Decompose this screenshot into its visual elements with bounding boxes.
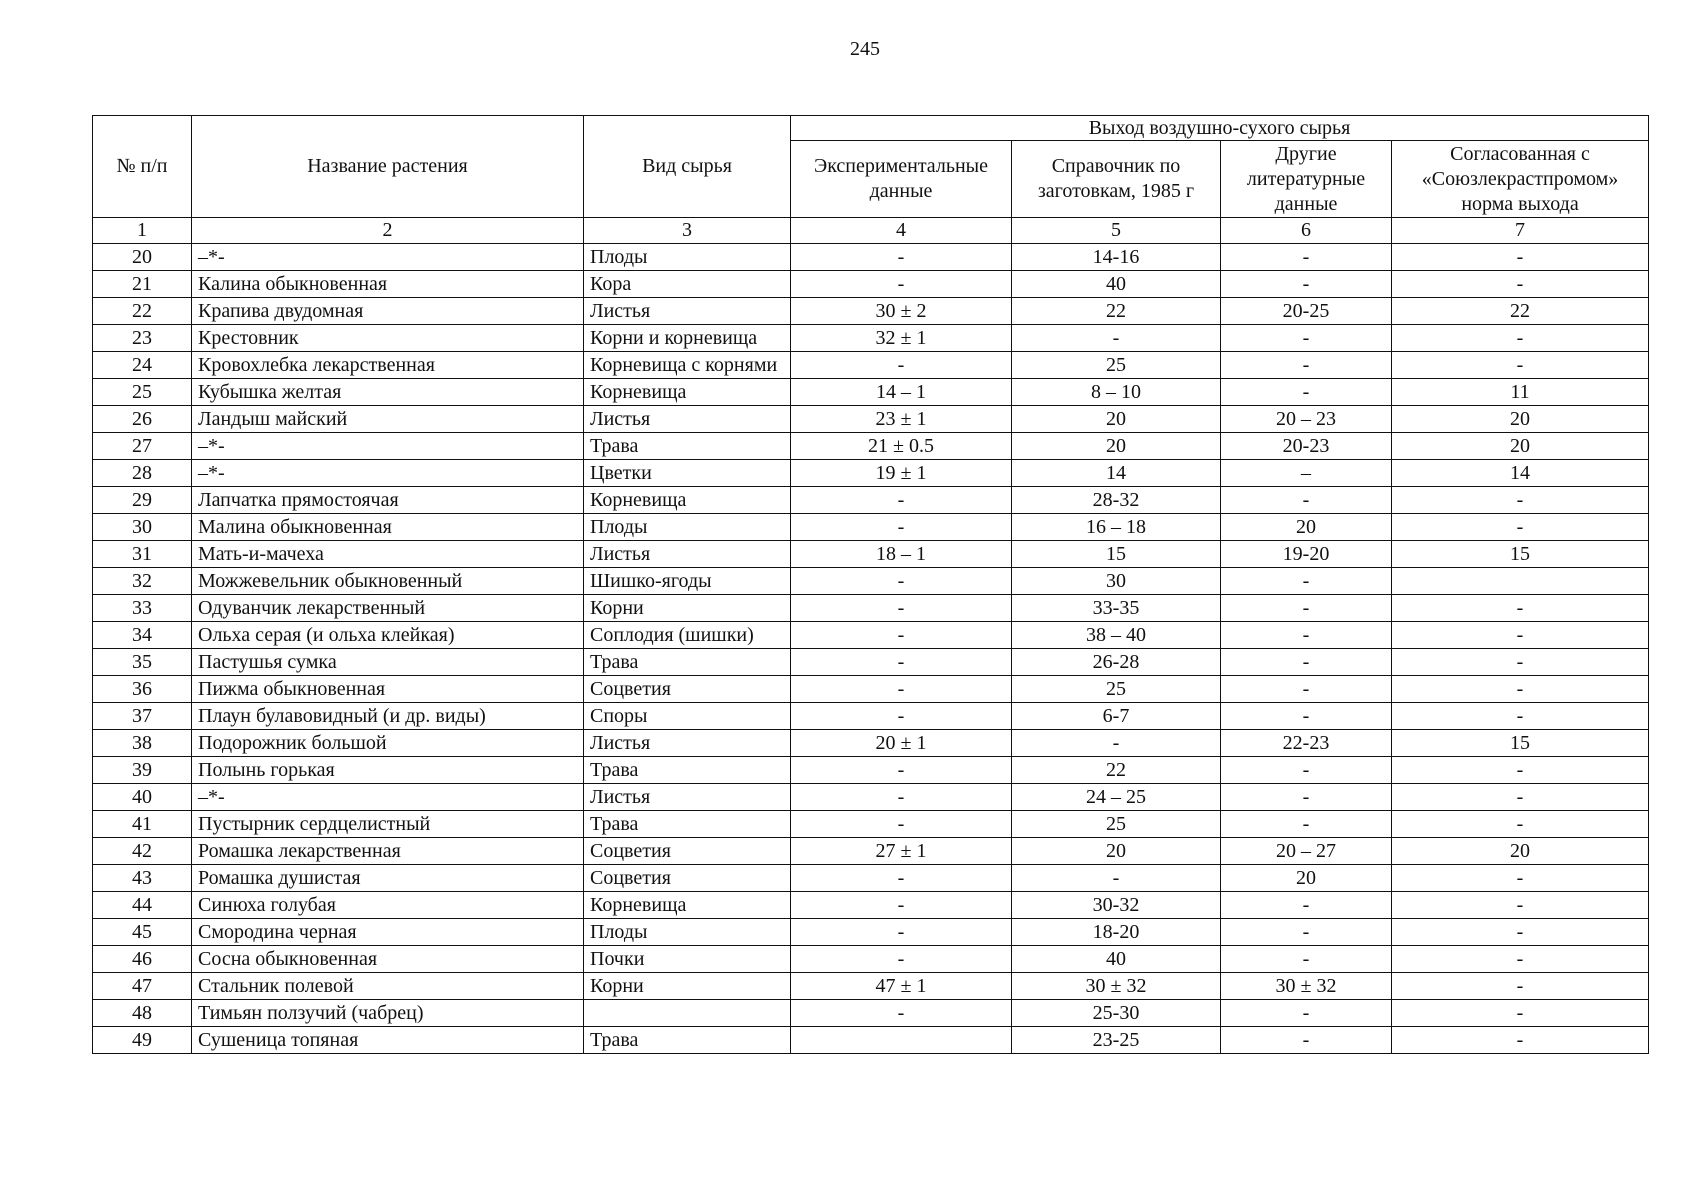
norm-value: [1392, 568, 1649, 595]
row-number: 49: [93, 1027, 192, 1054]
literature-value: -: [1221, 649, 1392, 676]
norm-value: -: [1392, 946, 1649, 973]
norm-value: -: [1392, 973, 1649, 1000]
table-row: [93, 757, 1649, 784]
plant-name: Можжевельник обыкновенный: [192, 568, 584, 595]
reference-value: 24 – 25: [1012, 784, 1221, 811]
norm-value: -: [1392, 703, 1649, 730]
literature-value: -: [1221, 946, 1392, 973]
table-row: [93, 568, 1649, 595]
norm-value: -: [1392, 1027, 1649, 1054]
reference-value: 30 ± 32: [1012, 973, 1221, 1000]
row-number: 35: [93, 649, 192, 676]
plant-name: Стальник полевой: [192, 973, 584, 1000]
column-number: 4: [791, 218, 1012, 244]
norm-value: 15: [1392, 730, 1649, 757]
reference-value: 20: [1012, 406, 1221, 433]
plant-name: Подорожник большой: [192, 730, 584, 757]
plant-name: Полынь горькая: [192, 757, 584, 784]
raw-material-type: Соплодия (шишки): [584, 622, 791, 649]
row-number: 45: [93, 919, 192, 946]
raw-material-type: Листья: [584, 298, 791, 325]
plant-name: Сосна обыкновенная: [192, 946, 584, 973]
row-number: 27: [93, 433, 192, 460]
experimental-value: -: [791, 568, 1012, 595]
experimental-value: -: [791, 487, 1012, 514]
table-row: [93, 244, 1649, 271]
norm-value: -: [1392, 271, 1649, 298]
row-number: 44: [93, 892, 192, 919]
column-number: 1: [93, 218, 192, 244]
table-row: [93, 541, 1649, 568]
plant-name: Крапива двудомная: [192, 298, 584, 325]
literature-value: -: [1221, 1027, 1392, 1054]
row-number: 24: [93, 352, 192, 379]
reference-value: -: [1012, 865, 1221, 892]
reference-value: 25: [1012, 352, 1221, 379]
row-number: 33: [93, 595, 192, 622]
reference-value: 18-20: [1012, 919, 1221, 946]
reference-value: 26-28: [1012, 649, 1221, 676]
literature-value: 20: [1221, 514, 1392, 541]
literature-value: -: [1221, 244, 1392, 271]
row-number: 39: [93, 757, 192, 784]
reference-value: 16 – 18: [1012, 514, 1221, 541]
raw-material-type: Трава: [584, 811, 791, 838]
table-row: [93, 784, 1649, 811]
reference-value: 30-32: [1012, 892, 1221, 919]
literature-value: -: [1221, 892, 1392, 919]
experimental-value: 30 ± 2: [791, 298, 1012, 325]
plant-name: Синюха голубая: [192, 892, 584, 919]
raw-material-type: Корневища: [584, 379, 791, 406]
raw-material-type: Соцветия: [584, 676, 791, 703]
reference-value: 6-7: [1012, 703, 1221, 730]
raw-material-type: Плоды: [584, 514, 791, 541]
reference-value: 38 – 40: [1012, 622, 1221, 649]
raw-material-type: Споры: [584, 703, 791, 730]
experimental-value: 21 ± 0.5: [791, 433, 1012, 460]
plant-name: Ромашка лекарственная: [192, 838, 584, 865]
norm-value: -: [1392, 514, 1649, 541]
table-row: [93, 379, 1649, 406]
raw-material-type: Цветки: [584, 460, 791, 487]
table-row: [93, 811, 1649, 838]
experimental-value: 14 – 1: [791, 379, 1012, 406]
plant-name: Лапчатка прямостоячая: [192, 487, 584, 514]
reference-value: 25-30: [1012, 1000, 1221, 1027]
table-body: [93, 244, 1649, 1054]
header-raw-type: [584, 116, 791, 218]
experimental-value: -: [791, 271, 1012, 298]
page-number: 245: [850, 38, 880, 60]
norm-value: -: [1392, 325, 1649, 352]
norm-value: 11: [1392, 379, 1649, 406]
experimental-value: 19 ± 1: [791, 460, 1012, 487]
plant-name: Кубышка желтая: [192, 379, 584, 406]
row-number: 32: [93, 568, 192, 595]
raw-material-type: Плоды: [584, 244, 791, 271]
plant-name: –*-: [192, 433, 584, 460]
experimental-value: -: [791, 352, 1012, 379]
raw-material-type: Трава: [584, 757, 791, 784]
table-row: [93, 1027, 1649, 1054]
row-number: 36: [93, 676, 192, 703]
reference-value: 25: [1012, 676, 1221, 703]
table-row: [93, 514, 1649, 541]
literature-value: -: [1221, 379, 1392, 406]
plant-name: Ольха серая (и ольха клейкая): [192, 622, 584, 649]
raw-material-type: Корни: [584, 595, 791, 622]
table-row: [93, 838, 1649, 865]
plant-name: –*-: [192, 460, 584, 487]
reference-value: 20: [1012, 838, 1221, 865]
reference-value: 40: [1012, 946, 1221, 973]
raw-material-type: Корневища: [584, 487, 791, 514]
plant-name: Пустырник сердцелистный: [192, 811, 584, 838]
norm-value: -: [1392, 811, 1649, 838]
plant-name: Кровохлебка лекарственная: [192, 352, 584, 379]
experimental-value: -: [791, 919, 1012, 946]
norm-value: 20: [1392, 838, 1649, 865]
row-number: 48: [93, 1000, 192, 1027]
experimental-value: -: [791, 703, 1012, 730]
plant-name: Крестовник: [192, 325, 584, 352]
raw-material-type: Трава: [584, 1027, 791, 1054]
literature-value: 20 – 23: [1221, 406, 1392, 433]
plant-name: Пастушья сумка: [192, 649, 584, 676]
experimental-value: -: [791, 784, 1012, 811]
plant-name: Пижма обыкновенная: [192, 676, 584, 703]
literature-value: -: [1221, 784, 1392, 811]
literature-value: -: [1221, 703, 1392, 730]
header-other-literature: Другие литературные данные: [1221, 141, 1392, 218]
norm-value: -: [1392, 244, 1649, 271]
header-plant-name: Название растения: [192, 116, 584, 218]
literature-value: –: [1221, 460, 1392, 487]
row-number: 25: [93, 379, 192, 406]
reference-value: 23-25: [1012, 1027, 1221, 1054]
norm-value: 20: [1392, 433, 1649, 460]
literature-value: -: [1221, 811, 1392, 838]
header-experimental: Экспериментальные данные: [791, 141, 1012, 218]
reference-value: 25: [1012, 811, 1221, 838]
raw-material-type: Корни: [584, 973, 791, 1000]
experimental-value: [791, 1027, 1012, 1054]
table-row: [93, 892, 1649, 919]
reference-value: 40: [1012, 271, 1221, 298]
norm-value: -: [1392, 784, 1649, 811]
experimental-value: -: [791, 865, 1012, 892]
row-number: 23: [93, 325, 192, 352]
reference-value: 20: [1012, 433, 1221, 460]
norm-value: -: [1392, 622, 1649, 649]
literature-value: 20-23: [1221, 433, 1392, 460]
table-row: [93, 676, 1649, 703]
row-number: 22: [93, 298, 192, 325]
table-row: [93, 703, 1649, 730]
reference-value: 28-32: [1012, 487, 1221, 514]
header-number: [93, 116, 192, 218]
plant-name: Малина обыкновенная: [192, 514, 584, 541]
plant-name: –*-: [192, 784, 584, 811]
plant-name: Тимьян ползучий (чабрец): [192, 1000, 584, 1027]
raw-material-type: Трава: [584, 649, 791, 676]
reference-value: 33-35: [1012, 595, 1221, 622]
experimental-value: 32 ± 1: [791, 325, 1012, 352]
experimental-value: 47 ± 1: [791, 973, 1012, 1000]
table-row: [93, 730, 1649, 757]
literature-value: -: [1221, 622, 1392, 649]
reference-value: 14-16: [1012, 244, 1221, 271]
norm-value: -: [1392, 649, 1649, 676]
norm-value: 15: [1392, 541, 1649, 568]
norm-value: -: [1392, 676, 1649, 703]
literature-value: -: [1221, 757, 1392, 784]
norm-value: -: [1392, 757, 1649, 784]
reference-value: 8 – 10: [1012, 379, 1221, 406]
column-number: 5: [1012, 218, 1221, 244]
literature-value: 20: [1221, 865, 1392, 892]
norm-value: -: [1392, 919, 1649, 946]
norm-value: -: [1392, 892, 1649, 919]
header-number-label: № п/п: [116, 155, 168, 177]
table-row: [93, 487, 1649, 514]
norm-value: 20: [1392, 406, 1649, 433]
table-row: [93, 406, 1649, 433]
table-row: [93, 433, 1649, 460]
experimental-value: -: [791, 946, 1012, 973]
literature-value: 19-20: [1221, 541, 1392, 568]
header-agreed-norm: Согласованная с «Союзлекрастпромом» норма выхода: [1392, 141, 1649, 218]
literature-value: 30 ± 32: [1221, 973, 1392, 1000]
reference-value: -: [1012, 325, 1221, 352]
raw-material-type: [584, 1000, 791, 1027]
experimental-value: -: [791, 1000, 1012, 1027]
raw-material-type: Корневища с корнями: [584, 352, 791, 379]
raw-material-type: Кора: [584, 271, 791, 298]
literature-value: -: [1221, 568, 1392, 595]
plant-name: Ромашка душистая: [192, 865, 584, 892]
literature-value: -: [1221, 1000, 1392, 1027]
row-number: 20: [93, 244, 192, 271]
table-row: [93, 919, 1649, 946]
literature-value: -: [1221, 325, 1392, 352]
experimental-value: -: [791, 595, 1012, 622]
literature-value: -: [1221, 919, 1392, 946]
column-number: 2: [192, 218, 584, 244]
experimental-value: 23 ± 1: [791, 406, 1012, 433]
raw-material-type: Листья: [584, 406, 791, 433]
table-row: [93, 595, 1649, 622]
raw-material-yield-table: [92, 115, 1649, 1054]
reference-value: -: [1012, 730, 1221, 757]
norm-value: -: [1392, 865, 1649, 892]
raw-material-type: Корни и корневища: [584, 325, 791, 352]
row-number: 37: [93, 703, 192, 730]
experimental-value: -: [791, 622, 1012, 649]
plant-name: Плаун булавовидный (и др. виды): [192, 703, 584, 730]
plant-name: Мать-и-мачеха: [192, 541, 584, 568]
table-row: [93, 298, 1649, 325]
raw-material-type: Корневища: [584, 892, 791, 919]
row-number: 40: [93, 784, 192, 811]
experimental-value: 20 ± 1: [791, 730, 1012, 757]
column-number: 6: [1221, 218, 1392, 244]
literature-value: 20-25: [1221, 298, 1392, 325]
literature-value: 22-23: [1221, 730, 1392, 757]
raw-material-type: Плоды: [584, 919, 791, 946]
literature-value: -: [1221, 595, 1392, 622]
table-row: [93, 973, 1649, 1000]
row-number: 41: [93, 811, 192, 838]
norm-value: 22: [1392, 298, 1649, 325]
row-number: 34: [93, 622, 192, 649]
raw-material-type: Листья: [584, 541, 791, 568]
table-row: [93, 865, 1649, 892]
row-number: 47: [93, 973, 192, 1000]
raw-material-type: Листья: [584, 730, 791, 757]
raw-material-type: Соцветия: [584, 865, 791, 892]
column-number-row: [93, 218, 1649, 244]
plant-name: Смородина черная: [192, 919, 584, 946]
reference-value: 15: [1012, 541, 1221, 568]
table-row: [93, 460, 1649, 487]
experimental-value: 18 – 1: [791, 541, 1012, 568]
plant-name: –*-: [192, 244, 584, 271]
reference-value: 22: [1012, 757, 1221, 784]
plant-name: Калина обыкновенная: [192, 271, 584, 298]
plant-name: Ландыш майский: [192, 406, 584, 433]
literature-value: -: [1221, 352, 1392, 379]
table-row: [93, 649, 1649, 676]
literature-value: -: [1221, 487, 1392, 514]
literature-value: 20 – 27: [1221, 838, 1392, 865]
row-number: 43: [93, 865, 192, 892]
row-number: 42: [93, 838, 192, 865]
row-number: 46: [93, 946, 192, 973]
literature-value: -: [1221, 676, 1392, 703]
experimental-value: -: [791, 811, 1012, 838]
experimental-value: -: [791, 757, 1012, 784]
row-number: 21: [93, 271, 192, 298]
experimental-value: -: [791, 676, 1012, 703]
table-row: [93, 352, 1649, 379]
raw-material-type: Трава: [584, 433, 791, 460]
experimental-value: -: [791, 514, 1012, 541]
column-number: 3: [584, 218, 791, 244]
plant-name: Одуванчик лекарственный: [192, 595, 584, 622]
row-number: 38: [93, 730, 192, 757]
table-row: [93, 325, 1649, 352]
row-number: 31: [93, 541, 192, 568]
experimental-value: -: [791, 244, 1012, 271]
raw-material-type: Шишко-ягоды: [584, 568, 791, 595]
table-row: [93, 622, 1649, 649]
norm-value: -: [1392, 352, 1649, 379]
table-row: [93, 946, 1649, 973]
reference-value: 14: [1012, 460, 1221, 487]
norm-value: -: [1392, 487, 1649, 514]
column-number: 7: [1392, 218, 1649, 244]
header-yield-group: Выход воздушно-сухого сырья: [791, 116, 1649, 141]
table-row: [93, 1000, 1649, 1027]
row-number: 30: [93, 514, 192, 541]
raw-material-type: Почки: [584, 946, 791, 973]
row-number: 29: [93, 487, 192, 514]
norm-value: -: [1392, 595, 1649, 622]
row-number: 28: [93, 460, 192, 487]
plant-name: Сушеница топяная: [192, 1027, 584, 1054]
experimental-value: -: [791, 649, 1012, 676]
norm-value: -: [1392, 1000, 1649, 1027]
raw-material-type: Соцветия: [584, 838, 791, 865]
table-row: [93, 271, 1649, 298]
raw-material-type: Листья: [584, 784, 791, 811]
row-number: 26: [93, 406, 192, 433]
experimental-value: 27 ± 1: [791, 838, 1012, 865]
reference-value: 30: [1012, 568, 1221, 595]
literature-value: -: [1221, 271, 1392, 298]
header-reference-1985: Справочник по заготовкам, 1985 г: [1012, 141, 1221, 218]
reference-value: 22: [1012, 298, 1221, 325]
norm-value: 14: [1392, 460, 1649, 487]
experimental-value: -: [791, 892, 1012, 919]
header-raw-type-label: Вид сырья: [642, 155, 732, 177]
